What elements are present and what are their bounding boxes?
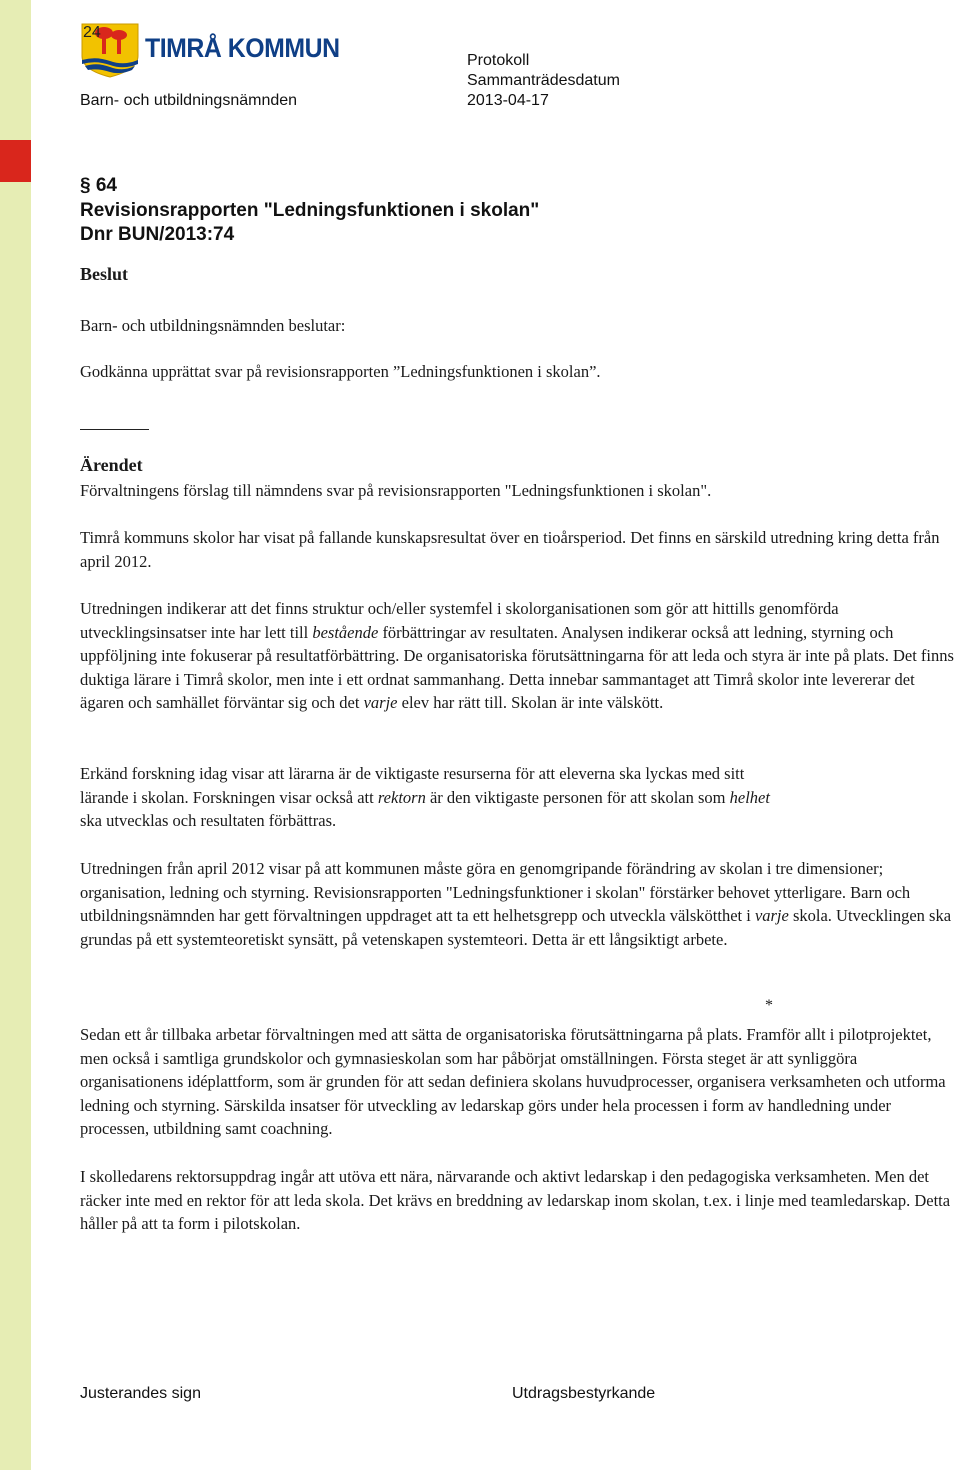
decision-intro: Barn- och utbildningsnämnden beslutar: [80, 316, 346, 335]
matter-paragraph-2 [80, 597, 955, 715]
page-number: 24 [83, 24, 101, 41]
matter-heading: Ärendet [80, 455, 143, 475]
text-run: Utredningen från april 2012 visar på att kommunen måste göra en genomgripande förändring av skolan i tre dimensioner; organisation, ledning och styrning. Revisionsrapporten "Ledningsfunktioner i skolan" förstärker behovet ytterligare. Barn och utbildningsnämnden har gett förvaltningen uppdraget att ta ett helhetsgrepp och utveckla välskötthet i [80, 859, 911, 926]
emphasis: rektorn [377, 787, 426, 807]
item-title: Revisionsrapporten "Ledningsfunktionen i skolan" [80, 200, 540, 221]
text-run: Utredningen indikerar att det finns struktur och/eller systemfel i skolorganisationen som gör att hittills genomförda utvecklingsinsatser inte har lett till [80, 599, 839, 642]
section-asterisk: * [765, 997, 773, 1014]
paragraph-number: § 64 [80, 175, 117, 196]
page-margin-marker [0, 140, 31, 182]
matter-paragraph-6: I skolledarens rektorsuppdrag ingår att utöva ett nära, närvarande och aktivt ledarskap i den pedagogiska verksamheten. Men det räcker inte med en rektor för att leda skola. Det krävs en breddning av ledarskap inom skolan, t.ex. i linje med teamledarskap. Detta håller på att ta form i pilotskolan. [80, 1167, 951, 1234]
item-dnr: Dnr BUN/2013:74 [80, 224, 235, 245]
org-name: TIMRÅ KOMMUN [145, 33, 340, 63]
matter-paragraph-4 [80, 857, 955, 951]
text-run: förbättringar av resultaten. Analysen indikerar också att ledning, styrning och uppföljning inte fokuserar på resultatförbättring. De organisatoriska förutsättningarna för att leda och styra är inte på plats. Det finns duktiga lärare i Timrå skolor, men inte i ett ordnat sammanhang. Detta innebar sammantaget att Timrå skolor inte levererar det ägaren och samhället förväntar sig och det [80, 622, 954, 713]
matter-paragraph-5: Sedan ett år tillbaka arbetar förvaltningen med att sätta de organisatoriska förutsättningarna på plats. Framför allt i pilotprojektet, men också i samtliga grundskolor och gymnasieskolan som har påbörjat omställningen. Första steget är att synliggöra organisationens idéplattform, som är grunden för att sedan definiera skolans huvudprocesser, organisera verksamheten och utforma ledning och styrning. Särskilda insatser för utveckling av ledarskap görs under hela processen i form av handledning under processen, utbildning samt coachning. [80, 1025, 946, 1139]
text-run: skola. Utvecklingen ska grundas på ett systemteoretiskt synsätt, på vetenskapen systemteori. Detta är ett långsiktigt arbete. [80, 906, 952, 949]
signature-label: Justerandes sign [80, 1385, 201, 1402]
text-run: Erkänd forskning idag visar att lärarna är de viktigaste resurserna för att eleverna ska lyckas med sitt lärande i skolan. Forskningen visar också att [80, 764, 745, 807]
emphasis: varje [363, 693, 398, 713]
emphasis: helhet [729, 787, 770, 807]
emphasis: bestående [312, 622, 379, 642]
text-run: elev har rätt till. Skolan är inte välskött. [397, 693, 664, 713]
matter-lead: Förvaltningens förslag till nämndens svar på revisionsrapporten "Ledningsfunktionen i skolan". [80, 481, 712, 500]
decision-text: Godkänna upprättat svar på revisionsrapporten ”Ledningsfunktionen i skolan”. [80, 362, 601, 381]
decision-heading: Beslut [80, 264, 129, 284]
text-run: ska utvecklas och resultaten förbättras. [80, 811, 337, 831]
certification-label: Utdragsbestyrkande [512, 1385, 656, 1402]
committee-name: Barn- och utbildningsnämnden [80, 92, 298, 109]
section-divider [80, 429, 149, 430]
meeting-date-label: Sammanträdesdatum [467, 72, 620, 89]
matter-paragraph-1: Timrå kommuns skolor har visat på fallande kunskapsresultat över en tioårsperiod. Det finns en särskild utredning kring detta från april 2012. [80, 528, 940, 571]
matter-paragraph-3 [80, 762, 780, 833]
meeting-date: 2013-04-17 [467, 92, 549, 109]
emphasis: varje [754, 906, 789, 926]
text-run: är den viktigaste personen för att skolan som [425, 787, 730, 807]
document-type: Protokoll [467, 52, 530, 69]
page-margin-bar [0, 0, 31, 1470]
